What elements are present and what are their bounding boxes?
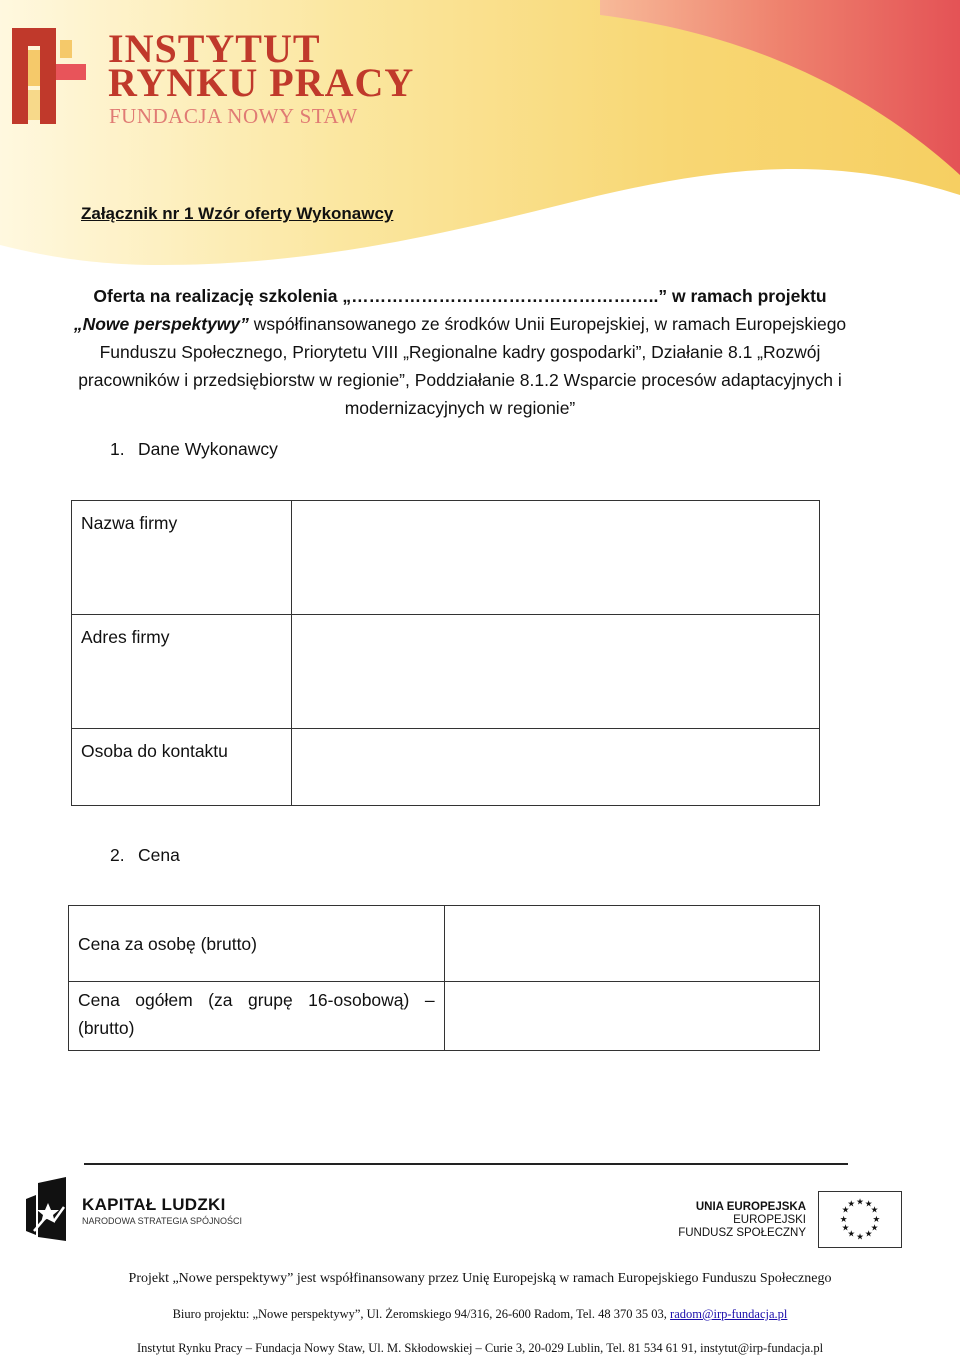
company-name-field[interactable] — [291, 501, 819, 615]
eu-logo-text — [678, 1201, 806, 1240]
footer-office-line — [0, 1307, 960, 1322]
section-2-title: Cena — [138, 845, 180, 865]
total-price-field[interactable] — [444, 982, 819, 1051]
institute-logo-icon — [10, 26, 90, 126]
svg-text:★: ★ — [870, 1205, 879, 1216]
contact-person-field[interactable] — [291, 729, 819, 806]
institute-logo-title: INSTYTUT RYNKU PRACY — [108, 26, 415, 105]
kapital-ludzki-icon — [24, 1177, 68, 1243]
contractor-data-table — [71, 500, 820, 806]
section-1-title: Dane Wykonawcy — [138, 439, 278, 459]
svg-text:★: ★ — [864, 1229, 873, 1240]
svg-text:★: ★ — [841, 1205, 850, 1216]
offer-description — [70, 282, 850, 422]
eu-line-2: EUROPEJSKI — [733, 1214, 806, 1226]
price-table — [68, 905, 820, 1051]
svg-text:★: ★ — [870, 1223, 879, 1234]
svg-text:★: ★ — [856, 1232, 864, 1243]
table-row — [69, 906, 820, 982]
company-name-label: Nazwa firmy — [72, 501, 292, 615]
table-row — [69, 982, 820, 1051]
offer-body — [70, 310, 850, 422]
offer-title-line: Oferta na realizację szkolenia „……………………………………………..” w ramach projektu — [93, 286, 827, 306]
footer-institute-line: Instytut Rynku Pracy – Fundacja Nowy Staw, Ul. M. Skłodowskiej – Curie 3, 20-029 Lublin, Tel. 81 534 61 91, instytut@irp-fundacja.pl — [136, 1341, 824, 1355]
section-1-heading — [110, 439, 278, 460]
eu-flag-icon — [818, 1191, 902, 1248]
footer-project-line: Projekt „Nowe perspektywy” jest współfinansowany przez Unię Europejską w ramach Europejskiego Funduszu Społecznego — [128, 1271, 832, 1286]
section-2-heading — [110, 845, 180, 866]
svg-text:★: ★ — [856, 1197, 864, 1208]
project-name: „Nowe perspektywy” — [73, 314, 249, 334]
contact-person-label: Osoba do kontaktu — [72, 729, 292, 806]
footer-divider — [84, 1163, 848, 1165]
kapital-ludzki-logo — [24, 1177, 243, 1248]
svg-text:★: ★ — [872, 1214, 881, 1225]
table-row — [72, 501, 820, 615]
svg-text:★: ★ — [864, 1199, 873, 1210]
kapital-ludzki-name: KAPITAŁ LUDZKI — [82, 1195, 226, 1214]
price-per-person-label: Cena za osobę (brutto) — [69, 906, 445, 982]
price-per-person-field[interactable] — [444, 906, 819, 982]
eu-esf-logo — [678, 1191, 902, 1251]
svg-text:★: ★ — [847, 1229, 856, 1240]
total-price-label: Cena ogółem (za grupę 16-osobową) – (brutto) — [69, 982, 445, 1051]
attachment-title: Załącznik nr 1 Wzór oferty Wykonawcy — [81, 204, 394, 223]
svg-text:★: ★ — [847, 1199, 856, 1210]
company-address-label: Adres firmy — [72, 615, 292, 729]
svg-text:★: ★ — [839, 1214, 848, 1225]
table-row — [72, 615, 820, 729]
table-row — [72, 729, 820, 806]
eu-line-1: UNIA EUROPEJSKA — [695, 1201, 806, 1213]
section-2-number: 2. — [110, 845, 125, 865]
office-email-link[interactable]: radom@irp-fundacja.pl — [670, 1307, 788, 1321]
offer-body-text: współfinansowanego ze środków Unii Europejskiej, w ramach Europejskiego Funduszu Społecznego, Priorytetu VIII „Regionalne kadry gospodarki”, Działanie 8.1 „Rozwój pracowników i przedsiębiorstw w regionie”, Poddziałanie 8.1.2 Wsparcie procesów adaptacyjnych i modernizacyjnych w regionie” — [78, 314, 847, 418]
kapital-ludzki-subtitle: NARODOWA STRATEGIA SPÓJNOŚCI — [82, 1216, 243, 1226]
institute-logo-subtitle: FUNDACJA NOWY STAW — [109, 104, 358, 128]
svg-text:★: ★ — [841, 1223, 850, 1234]
eu-line-3: FUNDUSZ SPOŁECZNY — [678, 1227, 806, 1239]
section-1-number: 1. — [110, 439, 125, 459]
footer-office-address: Biuro projektu: „Nowe perspektywy”, Ul. Żeromskiego 94/316, 26-600 Radom, Tel. 48 370 35 03, — [172, 1307, 667, 1321]
company-address-field[interactable] — [291, 615, 819, 729]
